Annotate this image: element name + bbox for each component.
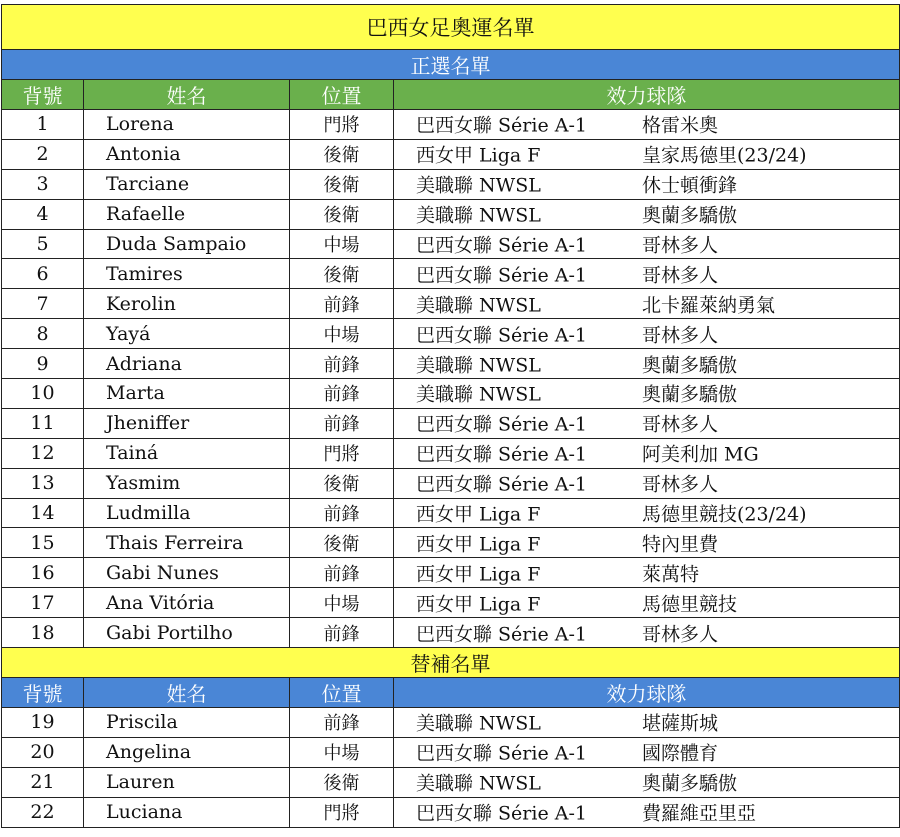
player-league: 巴西女聯 Série A-1 xyxy=(416,114,587,137)
player-number: 9 xyxy=(2,349,84,379)
player-row xyxy=(2,259,900,289)
player-club xyxy=(394,767,900,797)
player-league: 西女甲 Liga F xyxy=(416,144,541,167)
player-team: 奧蘭多驕傲 xyxy=(642,772,738,795)
roster-table xyxy=(1,4,900,828)
player-club xyxy=(394,229,900,259)
player-row xyxy=(2,229,900,259)
player-name: Tamires xyxy=(84,259,290,289)
player-position: 中場 xyxy=(290,319,394,349)
player-club xyxy=(394,319,900,349)
player-number: 19 xyxy=(2,708,84,738)
player-club xyxy=(394,588,900,618)
player-league: 西女甲 Liga F xyxy=(416,593,541,616)
player-name: Rafaelle xyxy=(84,199,290,229)
player-number: 21 xyxy=(2,767,84,797)
player-club xyxy=(394,708,900,738)
substitutes-header-row xyxy=(2,678,900,708)
player-league: 美職聯 NWSL xyxy=(416,204,541,227)
player-team: 哥林多人 xyxy=(642,234,719,257)
player-number: 11 xyxy=(2,408,84,438)
player-club xyxy=(394,408,900,438)
player-row xyxy=(2,618,900,648)
player-team: 堪薩斯城 xyxy=(642,712,719,735)
player-league: 西女甲 Liga F xyxy=(416,563,541,586)
player-club xyxy=(394,797,900,827)
player-position: 中場 xyxy=(290,588,394,618)
player-league: 巴西女聯 Série A-1 xyxy=(416,413,587,436)
player-team: 費羅維亞里亞 xyxy=(642,802,757,825)
player-club xyxy=(394,110,900,140)
player-number: 10 xyxy=(2,379,84,409)
player-position: 前鋒 xyxy=(290,618,394,648)
player-league: 美職聯 NWSL xyxy=(416,294,541,317)
player-number: 13 xyxy=(2,468,84,498)
player-row xyxy=(2,708,900,738)
player-team: 奧蘭多驕傲 xyxy=(642,383,738,406)
substitutes-section-label: 替補名單 xyxy=(2,648,900,678)
player-name: Yayá xyxy=(84,319,290,349)
player-league: 西女甲 Liga F xyxy=(416,503,541,526)
header-club: 效力球隊 xyxy=(394,80,900,110)
player-name: Marta xyxy=(84,379,290,409)
player-row xyxy=(2,438,900,468)
player-name: Duda Sampaio xyxy=(84,229,290,259)
player-team: 奧蘭多驕傲 xyxy=(642,354,738,377)
player-row xyxy=(2,289,900,319)
player-club xyxy=(394,528,900,558)
player-team: 哥林多人 xyxy=(642,473,719,496)
player-league: 巴西女聯 Série A-1 xyxy=(416,324,587,347)
player-club xyxy=(394,737,900,767)
player-league: 巴西女聯 Série A-1 xyxy=(416,264,587,287)
player-number: 14 xyxy=(2,498,84,528)
player-position: 門將 xyxy=(290,797,394,827)
player-league: 巴西女聯 Série A-1 xyxy=(416,802,587,825)
player-row xyxy=(2,737,900,767)
player-row xyxy=(2,498,900,528)
player-league: 美職聯 NWSL xyxy=(416,174,541,197)
player-name: Gabi Portilho xyxy=(84,618,290,648)
header-name: 姓名 xyxy=(84,80,290,110)
player-league: 美職聯 NWSL xyxy=(416,383,541,406)
player-number: 2 xyxy=(2,139,84,169)
player-number: 8 xyxy=(2,319,84,349)
player-league: 巴西女聯 Série A-1 xyxy=(416,443,587,466)
player-name: Lauren xyxy=(84,767,290,797)
player-number: 18 xyxy=(2,618,84,648)
player-league: 巴西女聯 Série A-1 xyxy=(416,623,587,646)
player-name: Jheniffer xyxy=(84,408,290,438)
player-name: Tainá xyxy=(84,438,290,468)
player-name: Thais Ferreira xyxy=(84,528,290,558)
player-club xyxy=(394,618,900,648)
player-club xyxy=(394,199,900,229)
player-position: 前鋒 xyxy=(290,379,394,409)
player-row xyxy=(2,408,900,438)
player-row xyxy=(2,588,900,618)
player-club xyxy=(394,289,900,319)
player-number: 22 xyxy=(2,797,84,827)
player-name: Kerolin xyxy=(84,289,290,319)
player-position: 前鋒 xyxy=(290,408,394,438)
player-name: Yasmim xyxy=(84,468,290,498)
player-row xyxy=(2,379,900,409)
player-position: 後衛 xyxy=(290,528,394,558)
player-number: 12 xyxy=(2,438,84,468)
player-number: 7 xyxy=(2,289,84,319)
player-name: Angelina xyxy=(84,737,290,767)
player-number: 16 xyxy=(2,558,84,588)
player-number: 4 xyxy=(2,199,84,229)
player-number: 15 xyxy=(2,528,84,558)
player-number: 5 xyxy=(2,229,84,259)
player-position: 門將 xyxy=(290,438,394,468)
header-number: 背號 xyxy=(2,678,84,708)
player-name: Ana Vitória xyxy=(84,588,290,618)
player-row xyxy=(2,169,900,199)
player-team: 格雷米奧 xyxy=(642,114,719,137)
player-name: Lorena xyxy=(84,110,290,140)
player-name: Priscila xyxy=(84,708,290,738)
title-row xyxy=(2,5,900,50)
player-position: 後衛 xyxy=(290,259,394,289)
player-club xyxy=(394,468,900,498)
player-club xyxy=(394,558,900,588)
player-position: 中場 xyxy=(290,737,394,767)
starters-header-row xyxy=(2,80,900,110)
header-number: 背號 xyxy=(2,80,84,110)
player-league: 美職聯 NWSL xyxy=(416,712,541,735)
player-team: 皇家馬德里(23/24) xyxy=(642,144,807,167)
player-league: 西女甲 Liga F xyxy=(416,533,541,556)
player-number: 3 xyxy=(2,169,84,199)
player-league: 美職聯 NWSL xyxy=(416,354,541,377)
player-club xyxy=(394,259,900,289)
player-team: 特內里費 xyxy=(642,533,719,556)
player-position: 門將 xyxy=(290,110,394,140)
player-team: 馬德里競技 xyxy=(642,593,738,616)
player-position: 後衛 xyxy=(290,139,394,169)
player-league: 巴西女聯 Série A-1 xyxy=(416,234,587,257)
player-position: 前鋒 xyxy=(290,349,394,379)
starters-section-row xyxy=(2,50,900,80)
header-club: 效力球隊 xyxy=(394,678,900,708)
player-name: Antonia xyxy=(84,139,290,169)
player-row xyxy=(2,110,900,140)
header-name: 姓名 xyxy=(84,678,290,708)
player-club xyxy=(394,139,900,169)
player-number: 20 xyxy=(2,737,84,767)
player-club xyxy=(394,379,900,409)
roster-sheet xyxy=(1,4,899,828)
player-position: 後衛 xyxy=(290,199,394,229)
player-team: 萊萬特 xyxy=(642,563,700,586)
player-name: Adriana xyxy=(84,349,290,379)
substitutes-section-row xyxy=(2,648,900,678)
header-position: 位置 xyxy=(290,678,394,708)
player-league: 巴西女聯 Série A-1 xyxy=(416,742,587,765)
player-row xyxy=(2,767,900,797)
player-row xyxy=(2,468,900,498)
roster-body xyxy=(2,5,900,828)
player-club xyxy=(394,498,900,528)
player-league: 美職聯 NWSL xyxy=(416,772,541,795)
player-name: Gabi Nunes xyxy=(84,558,290,588)
player-number: 6 xyxy=(2,259,84,289)
player-name: Ludmilla xyxy=(84,498,290,528)
player-team: 休士頓衝鋒 xyxy=(642,174,738,197)
player-row xyxy=(2,199,900,229)
player-position: 前鋒 xyxy=(290,498,394,528)
player-row xyxy=(2,349,900,379)
player-row xyxy=(2,797,900,827)
player-position: 前鋒 xyxy=(290,708,394,738)
player-club xyxy=(394,169,900,199)
player-name: Tarciane xyxy=(84,169,290,199)
player-position: 前鋒 xyxy=(290,289,394,319)
player-position: 中場 xyxy=(290,229,394,259)
player-position: 後衛 xyxy=(290,767,394,797)
player-team: 哥林多人 xyxy=(642,413,719,436)
player-team: 哥林多人 xyxy=(642,264,719,287)
player-position: 後衛 xyxy=(290,468,394,498)
player-team: 哥林多人 xyxy=(642,324,719,347)
page-title: 巴西女足奧運名單 xyxy=(2,5,900,50)
player-position: 後衛 xyxy=(290,169,394,199)
player-league: 巴西女聯 Série A-1 xyxy=(416,473,587,496)
player-name: Luciana xyxy=(84,797,290,827)
player-row xyxy=(2,319,900,349)
starters-section-label: 正選名單 xyxy=(2,50,900,80)
player-team: 國際體育 xyxy=(642,742,719,765)
player-team: 北卡羅萊納勇氣 xyxy=(642,294,776,317)
player-team: 奧蘭多驕傲 xyxy=(642,204,738,227)
player-row xyxy=(2,139,900,169)
player-number: 1 xyxy=(2,110,84,140)
player-row xyxy=(2,558,900,588)
player-club xyxy=(394,349,900,379)
player-team: 阿美利加 MG xyxy=(642,443,759,466)
player-row xyxy=(2,528,900,558)
player-position: 前鋒 xyxy=(290,558,394,588)
player-team: 哥林多人 xyxy=(642,623,719,646)
header-position: 位置 xyxy=(290,80,394,110)
player-club xyxy=(394,438,900,468)
player-number: 17 xyxy=(2,588,84,618)
player-team: 馬德里競技(23/24) xyxy=(642,503,807,526)
